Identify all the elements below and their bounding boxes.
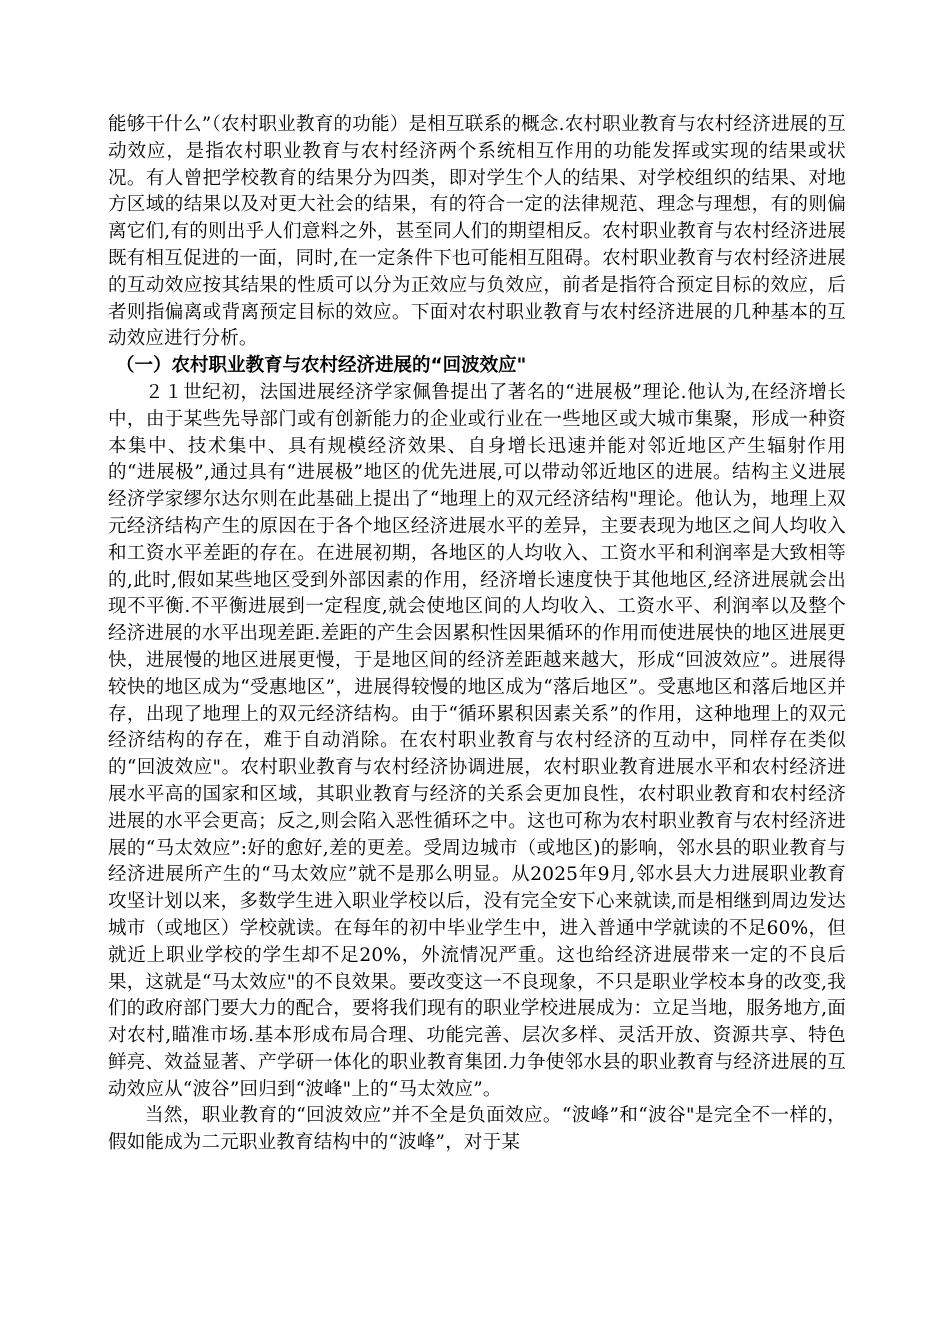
intro-paragraph: 能够干什么”（农村职业教育的功能）是相互联系的概念.农村职业教育与农村经济进展的互动效应，是指农村职业教育与农村经济两个系统相互作用的功能发挥或实现的结果或状况。有人曾把学校教育的结果分为四类，即对学生个人的结果、对学校组织的结果、对地方区域的结果以及对更大社会的结果，有的符合一定的法律规范、理念与理想，有的则偏离它们,有的则出乎人们意料之外，甚至同人们的期望相反。农村职业教育与农村经济进展既有相互促进的一面，同时,在一定条件下也可能相互阻碍。农村职业教育与农村经济进展的互动效应按其结果的性质可以分为正效应与负效应，前者是指符合预定目标的效应，后者则指偏离或背离预定目标的效应。下面对农村职业教育与农村经济进展的几种基本的互动效应进行分析。: [108, 114, 846, 350]
body-paragraph-2: 当然，职业教育的“回波效应”并不全是负面效应。“波峰”和“波谷"是完全不一样的，假如能成为二元职业教育结构中的“波峰”，对于某: [108, 1105, 846, 1154]
body-paragraph-1: ２１世纪初，法国进展经济学家佩鲁提出了著名的“进展极”理论.他认为,在经济增长中，由于某些先导部门或有创新能力的企业或行业在一些地区或大城市集聚，形成一种资本集中、技术集中、具有规模经济效果、自身增长迅速并能对邻近地区产生辐射作用的“进展极”,通过具有“进展极”地区的优先进展,可以带动邻近地区的进展。结构主义进展经济学家缪尔达尔则在此基础上提出了“地理上的双元经济结构"理论。他认为，地理上双元经济结构产生的原因在于各个地区经济进展水平的差异，主要表现为地区之间人均收入和工资水平差距的存在。在进展初期，各地区的人均收入、工资水平和利润率是大致相等的,此时,假如某些地区受到外部因素的作用，经济增长速度快于其他地区,经济进展就会出现不平衡.不平衡进展到一定程度,就会使地区间的人均收入、工资水平、利润率以及整个经济进展的水平出现差距.差距的产生会因累积性因果循环的作用而使进展快的地区进展更快，进展慢的地区进展更慢，于是地区间的经济差距越来越大，形成“回波效应”。进展得较快的地区成为“受惠地区”，进展得较慢的地区成为“落后地区”。受惠地区和落后地区并存，出现了地理上的双元经济结构。由于“循环累积因素关系”的作用，这种地理上的双元经济结构的存在，难于自动消除。在农村职业教育与农村经济的互动中，同样存在类似的“回波效应"。农村职业教育与农村经济协调进展，农村职业教育进展水平和农村经济进展水平高的国家和区域，其职业教育与经济的关系会更加良性，农村职业教育和农村经济进展的水平会更高；反之,则会陷入恶性循环之中。这也可称为农村职业教育与农村经济进展的“马太效应”:好的愈好,差的更差。受周边城市（或地区)的影响，邻水县的职业教育与经济进展所产生的“马太效应”就不是那么明显。从2025年9月,邻水县大力进展职业教育攻坚计划以来，多数学生进入职业学校以后，没有完全安下心来就读,而是相继到周边发达城市（或地区）学校就读。在每年的初中毕业学生中，进入普通中学就读的不足60%，但就近上职业学校的学生却不足20%，外流情况严重。这也给经济进展带来一定的不良后果，这就是“马太效应"的不良效果。要改变这一不良现象，不只是职业学校本身的改变,我们的政府部门要大力的配合，要将我们现有的职业学校进展成为：立足当地，服务地方,面对农村,瞄准市场.基本形成布局合理、功能完善、层次多样、灵活开放、资源共享、特色鲜亮、效益显著、产学研一体化的职业教育集团.力争使邻水县的职业教育与经济进展的互动效应从“波谷”回归到“波峰"上的“马太效应”。: [108, 381, 846, 1100]
section-heading: （一）农村职业教育与农村经济进展的“回波效应": [116, 355, 527, 377]
